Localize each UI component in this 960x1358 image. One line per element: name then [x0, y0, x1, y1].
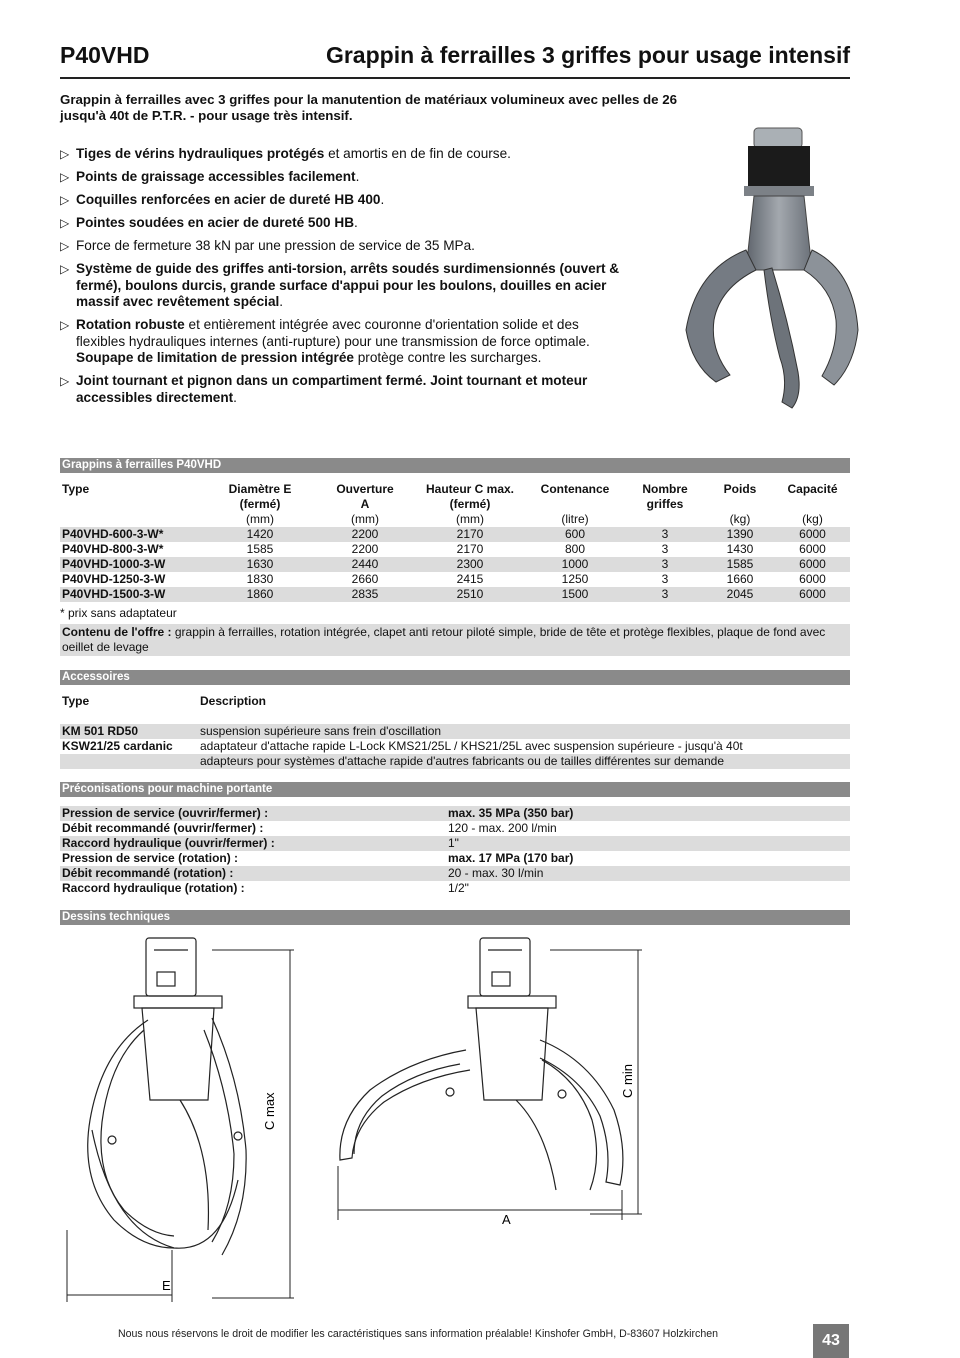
dimension-label-cmin: C min	[620, 1064, 635, 1098]
table-row: P40VHD-1500-3-W 1860 2835 2510 1500 3 2045 6000	[60, 587, 850, 602]
feature-list	[60, 146, 630, 413]
triangle-bullet-icon: ▷	[60, 374, 70, 388]
table-row: KSW21/25 cardanic adaptateur d'attache rapide L-Lock KMS21/25L / KHS21/25L avec suspension supérieure - jusqu'à 40t	[62, 739, 743, 753]
table-row: Raccord hydraulique (ouvrir/fermer) : 1"	[60, 836, 850, 851]
triangle-bullet-icon: ▷	[60, 147, 70, 161]
unit-label: (mm)	[456, 512, 484, 526]
title-divider	[60, 77, 850, 79]
column-header: Type	[62, 694, 90, 708]
column-header: Type	[62, 482, 90, 496]
triangle-bullet-icon: ▷	[60, 170, 70, 184]
column-header: Capacité	[787, 482, 838, 496]
feature-item: ▷ Points de graissage accessibles facilement.	[60, 169, 360, 184]
triangle-bullet-icon: ▷	[60, 239, 70, 253]
product-code: P40VHD	[60, 42, 150, 68]
column-header: Nombre griffes	[642, 482, 688, 511]
feature-item: ▷ Coquilles renforcées en acier de dureté HB 400.	[60, 192, 385, 207]
unit-label: (mm)	[246, 512, 274, 526]
unit-label: (kg)	[729, 512, 751, 526]
footer-disclaimer: Nous nous réservons le droit de modifier les caractéristiques sans information préalable! Kinshofer GmbH, D-83607 Holzkirchen	[118, 1328, 719, 1340]
column-header: Contenance	[540, 482, 610, 496]
grapple-product-image	[676, 120, 866, 410]
table-row: Débit recommandé (ouvrir/fermer) : 120 - max. 200 l/min	[62, 821, 557, 835]
column-header: Description	[200, 694, 267, 708]
feature-item: ▷ Pointes soudées en acier de dureté 500 HB.	[60, 215, 358, 230]
drawing-open	[330, 930, 650, 1230]
table-row: P40VHD-600-3-W* 1420 2200 2170 600 3 1390 6000	[60, 527, 850, 542]
page-title: Grappin à ferrailles 3 griffes pour usage intensif	[325, 42, 850, 68]
table-row: Pression de service (ouvrir/fermer) : max. 35 MPa (350 bar)	[60, 806, 850, 821]
feature-item: ▷ Tiges de vérins hydrauliques protégés et amortis en de fin de course.	[60, 146, 511, 161]
accessories-section-header: Accessoires	[60, 670, 850, 685]
column-header: Hauteur C max. (fermé)	[425, 482, 515, 511]
triangle-bullet-icon: ▷	[60, 216, 70, 230]
table-row: P40VHD-800-3-W* 1585 2200 2170 800 3 1430 6000	[62, 542, 826, 556]
drawing-closed	[62, 930, 302, 1305]
table-row: KM 501 RD50 suspension supérieure sans frein d'oscillation	[60, 724, 850, 739]
spec-table	[60, 482, 850, 602]
table-row: P40VHD-1250-3-W 1830 2660 2415 1250 3 1660 6000	[62, 572, 826, 586]
intro-text: Grappin à ferrailles avec 3 griffes pour la manutention de matériaux volumineux avec pelles de 26 jusqu'à 40t de P.T.R. - pour usage très intensif.	[60, 92, 678, 123]
feature-item: ▷ Joint tournant et pignon dans un compartiment fermé. Joint tournant et moteur accessibles directement.	[60, 373, 588, 405]
column-header: Diamètre E (fermé)	[228, 482, 292, 511]
table-row: P40VHD-1000-3-W 1630 2440 2300 1000 3 1585 6000	[60, 557, 850, 572]
column-header: Ouverture A	[336, 482, 394, 511]
unit-label: (kg)	[802, 512, 823, 526]
price-note: * prix sans adaptateur	[60, 606, 177, 620]
triangle-bullet-icon: ▷	[60, 193, 70, 207]
table-row: Raccord hydraulique (rotation) : 1/2"	[62, 881, 469, 895]
unit-row	[60, 512, 850, 527]
triangle-bullet-icon: ▷	[60, 318, 70, 332]
dimension-label-e: E	[162, 1278, 171, 1293]
feature-item: ▷ Force de fermeture 38 kN par une pression de service de 35 MPa.	[60, 238, 475, 253]
unit-label: (mm)	[351, 512, 379, 526]
offer-content: Contenu de l'offre : grappin à ferrailles, rotation intégrée, clapet anti retour piloté simple, bride de tête et protège flexibles, plaque de fond avec oeillet de levage	[60, 624, 850, 656]
accessories-table	[60, 694, 850, 769]
drawings-section-header: Dessins techniques	[60, 910, 850, 925]
machine-table	[60, 806, 850, 896]
accessories-header-row	[60, 694, 850, 709]
dimension-label-cmax: C max	[262, 1092, 277, 1130]
column-header: Poids	[723, 482, 757, 496]
page-number: 43	[813, 1324, 849, 1358]
table-row: adapteurs pour systèmes d'attache rapide d'autres fabricants ou de tailles différentes sur demande	[60, 754, 850, 769]
dimension-label-a: A	[502, 1212, 511, 1227]
feature-item: ▷ Rotation robuste et entièrement intégrée avec couronne d'orientation solide et des flexibles hydrauliques internes (anti-rupture) pour une transmission de force optimale. Soupape de limitation de pression intégrée protège contre les surcharges.	[60, 317, 590, 365]
triangle-bullet-icon: ▷	[60, 262, 70, 276]
spec-header-row	[60, 482, 850, 512]
spec-section-header: Grappins à ferrailles P40VHD	[60, 458, 850, 473]
table-row: Pression de service (rotation) : max. 17 MPa (170 bar)	[62, 851, 574, 865]
table-row: Débit recommandé (rotation) : 20 - max. 30 l/min	[60, 866, 850, 881]
unit-label: (litre)	[561, 512, 589, 526]
machine-section-header: Préconisations pour machine portante	[60, 782, 850, 797]
feature-item: ▷ Système de guide des griffes anti-torsion, arrêts soudés surdimensionnés (ouvert & fermé), boulons durcis, grande surface d'appui pour les boulons, douilles en acier massif avec revêtement spécial.	[60, 261, 620, 309]
